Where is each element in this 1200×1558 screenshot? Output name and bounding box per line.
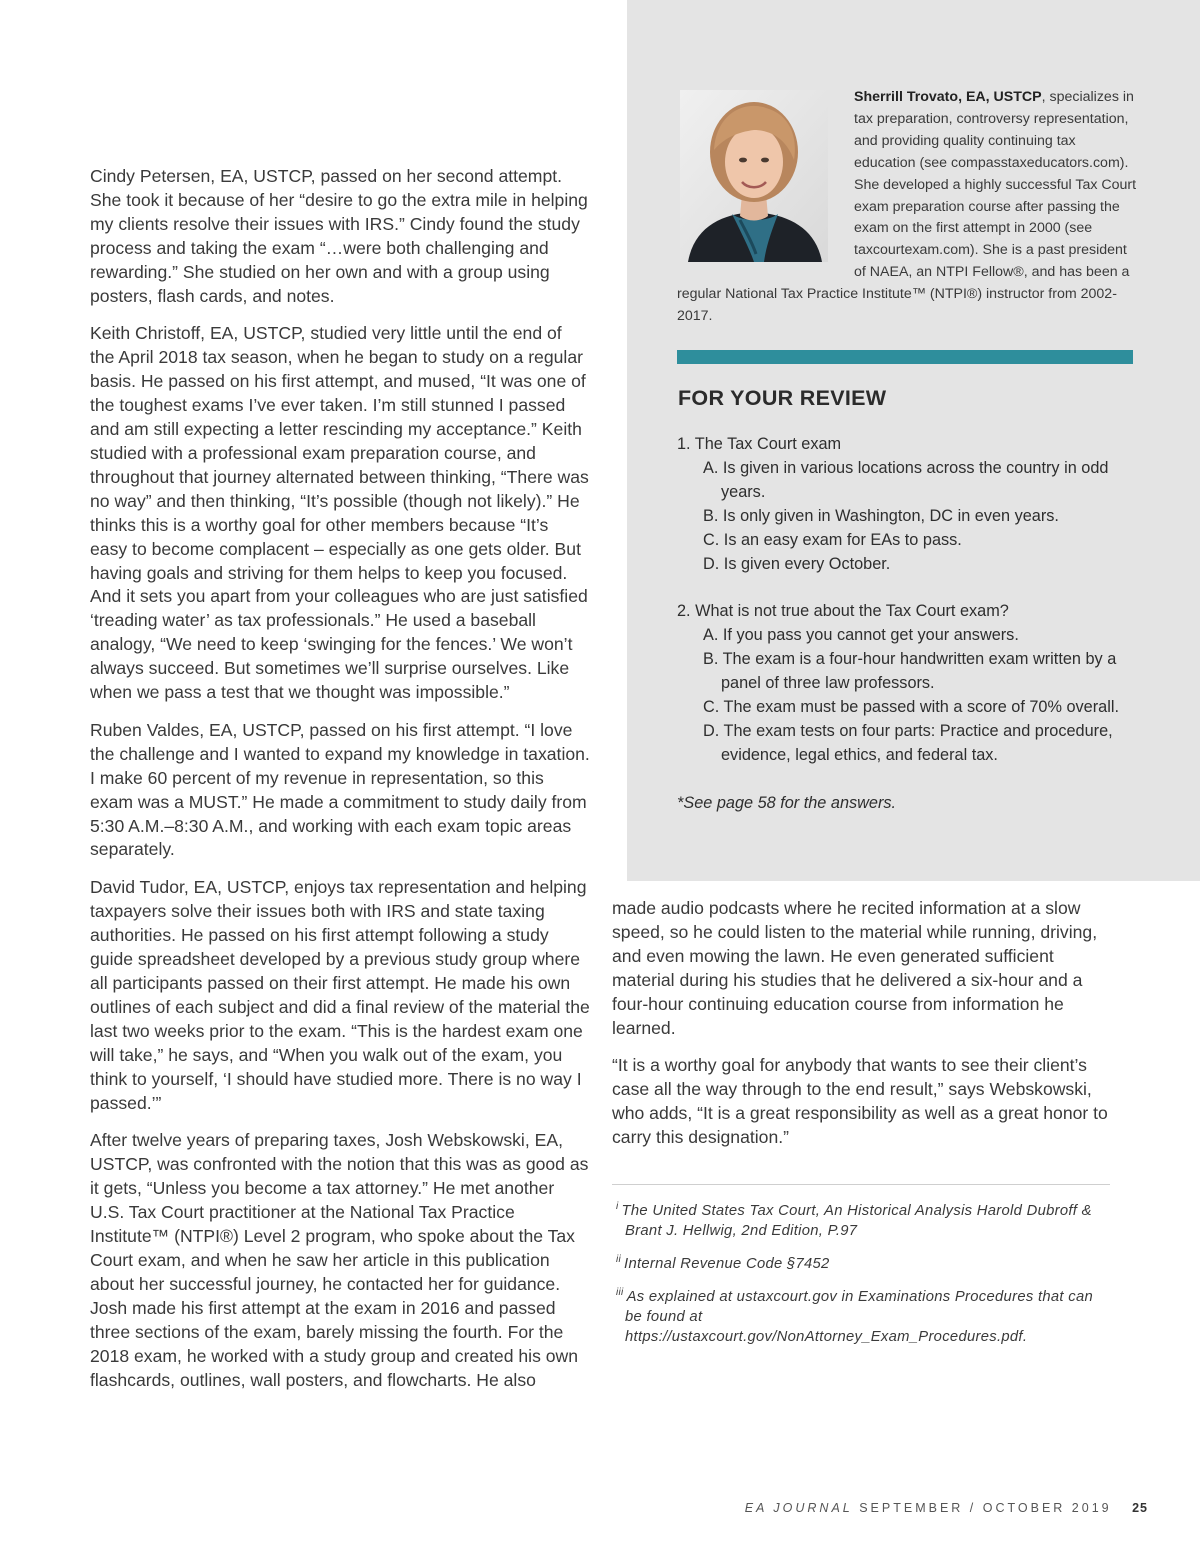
question-option: D. The exam tests on four parts: Practice and procedure, evidence, legal ethics, and federal tax. — [703, 721, 1113, 764]
question-option: D. Is given every October. — [703, 554, 891, 573]
footnote-text: Internal Revenue Code §7452 — [624, 1255, 830, 1272]
article-paragraph: “It is a worthy goal for anybody that wants to see their client’s case all the way through to the end result,” says Webskowski, who adds, “It is a great responsibility as well as a great honor to carry this designation.” — [612, 1055, 1108, 1148]
article-paragraph: Keith Christoff, EA, USTCP, studied very little until the end of the April 2018 tax season, when he began to study on a regular basis. He passed on his first attempt, and mused, “It was one of the toughest exams I’ve ever taken. I’m still stunned I passed and am still expecting a letter rescinding my acceptance.” Keith studied with a professional exam preparation course, and throughout that journey alternated between thinking, “There was no way” and then thinking, “It’s possible (though not likely).” He thinks this is a worthy goal for other members because “It’s easy to become complacent – especially as one gets older. But having goals and striving for them helps to keep you focused. And it sets you apart from your colleagues who are just satisfied ‘treading water’ as tax professionals.” He used a baseball analogy, “We need to keep ‘swinging for the fences.’ We won’t always succeed. But sometimes we’ll surprise ourselves. Like when we pass a test that we thought was impossible.” — [90, 323, 589, 703]
footnote-divider — [612, 1184, 1110, 1185]
journal-name: EA JOURNAL — [744, 1501, 853, 1515]
question-option: C. The exam must be passed with a score of 70% overall. — [703, 697, 1119, 716]
article-paragraph: David Tudor, EA, USTCP, enjoys tax representation and helping taxpayers solve their issues both with IRS and state taxing authorities. He passed on his first attempt following a study guide spreadsheet developed by a previous study group where all participants passed on their first attempt. He made his own outlines of each subject and did a final review of the material the last two weeks prior to the exam. “This is the hardest exam one will take,” he says, and “When you walk out of the exam, you think to yourself, ‘I should have studied more. There is no way I passed.’” — [90, 877, 590, 1113]
answers-note: *See page 58 for the answers. — [677, 793, 897, 812]
page-number: 25 — [1132, 1501, 1148, 1515]
article-paragraph: After twelve years of preparing taxes, Josh Webskowski, EA, USTCP, was confronted with the notion that this was as good as it gets, “Unless you become a tax attorney.” He met another U.S. Tax Court practitioner at the National Tax Practice Institute™ (NTPI®) Level 2 program, who spoke about the Tax Court exam, and when he saw her article in this publication about her successful journey, he contacted her for guidance. Josh made his first attempt at the exam in 2016 and passed three sections of the exam, barely missing the fourth. For the 2018 exam, he worked with a study group and created his own flashcards, outlines, wall posters, and flowcharts. He also — [90, 1130, 589, 1390]
footnote — [612, 1197, 1107, 1241]
question-option: A. If you pass you cannot get your answers. — [703, 626, 1019, 645]
question-option: C. Is an easy exam for EAs to pass. — [703, 530, 962, 549]
question-option: A. Is given in various locations across the country in odd years. — [703, 458, 1109, 501]
author-bio — [677, 87, 1137, 328]
question-option: B. The exam is a four-hour handwritten exam written by a panel of three law professors. — [703, 650, 1117, 693]
author-bio-text: , specializes in tax preparation, controversy representation, and providing quality continuing tax education (see compasstaxeducators.com). She developed a highly successful Tax Court exam preparation course after passing the exam on the first attempt in 2000 (see taxcourtexam.com). She is a past president of NAEA, an NTPI Fellow®, and has been a regular National Tax Practice Institute™ (NTPI®) instructor from 2002-2017. — [677, 89, 1137, 325]
review-question-1 — [677, 433, 1137, 576]
footnote-text: As explained at ustaxcourt.gov in Examinations Procedures that can be found at https://ustaxcourt.gov/NonAttorney_Exam_Procedures.pdf. — [625, 1288, 1094, 1345]
footnotes — [612, 1197, 1107, 1356]
review-quiz — [677, 433, 1137, 832]
question-option: B. Is only given in Washington, DC in even years. — [703, 506, 1059, 525]
question-text: 2. What is not true about the Tax Court exam? — [677, 602, 1009, 621]
footnote — [612, 1283, 1107, 1347]
author-name: Sherrill Trovato, EA, USTCP — [854, 89, 1042, 105]
page-footer — [745, 1501, 1148, 1515]
footnote-marker: iii — [616, 1286, 624, 1298]
footnote-marker: i — [616, 1201, 619, 1212]
review-question-2 — [677, 600, 1137, 767]
article-left-column — [90, 165, 590, 1406]
review-title: FOR YOUR REVIEW — [678, 386, 887, 410]
article-paragraph: Ruben Valdes, EA, USTCP, passed on his first attempt. “I love the challenge and I wanted to expand my knowledge in taxation. I make 60 percent of my revenue in representation, so this exam was a MUST.” He made a commitment to study daily from 5:30 A.M.–8:30 A.M., and working with each exam topic areas separately. — [90, 719, 590, 860]
question-text: 1. The Tax Court exam — [677, 435, 842, 453]
photo-spacer — [677, 87, 854, 263]
footnote-text: The United States Tax Court, An Historical Analysis Harold Dubroff & Brant J. Hellwig, 2nd Edition, P.97 — [621, 1202, 1092, 1239]
article-right-column — [612, 897, 1112, 1164]
article-paragraph: Cindy Petersen, EA, USTCP, passed on her second attempt. She took it because of her “desire to go the extra mile in helping my clients resolve their issues with IRS.” Cindy found the study process and taking the exam “…were both challenging and rewarding.” She studied on her own and with a group using posters, flash cards, and notes. — [90, 166, 588, 306]
footnote — [612, 1250, 1107, 1274]
article-paragraph: made audio podcasts where he recited information at a slow speed, so he could listen to the material while running, driving, and even mowing the lawn. He even generated sufficient material during his studies that he delivered a six-hour and a four-hour continuing education course from information he learned. — [612, 898, 1098, 1038]
review-accent-bar — [677, 350, 1133, 364]
issue-date: SEPTEMBER / OCTOBER 2019 — [859, 1501, 1112, 1515]
footnote-marker: ii — [616, 1253, 622, 1265]
